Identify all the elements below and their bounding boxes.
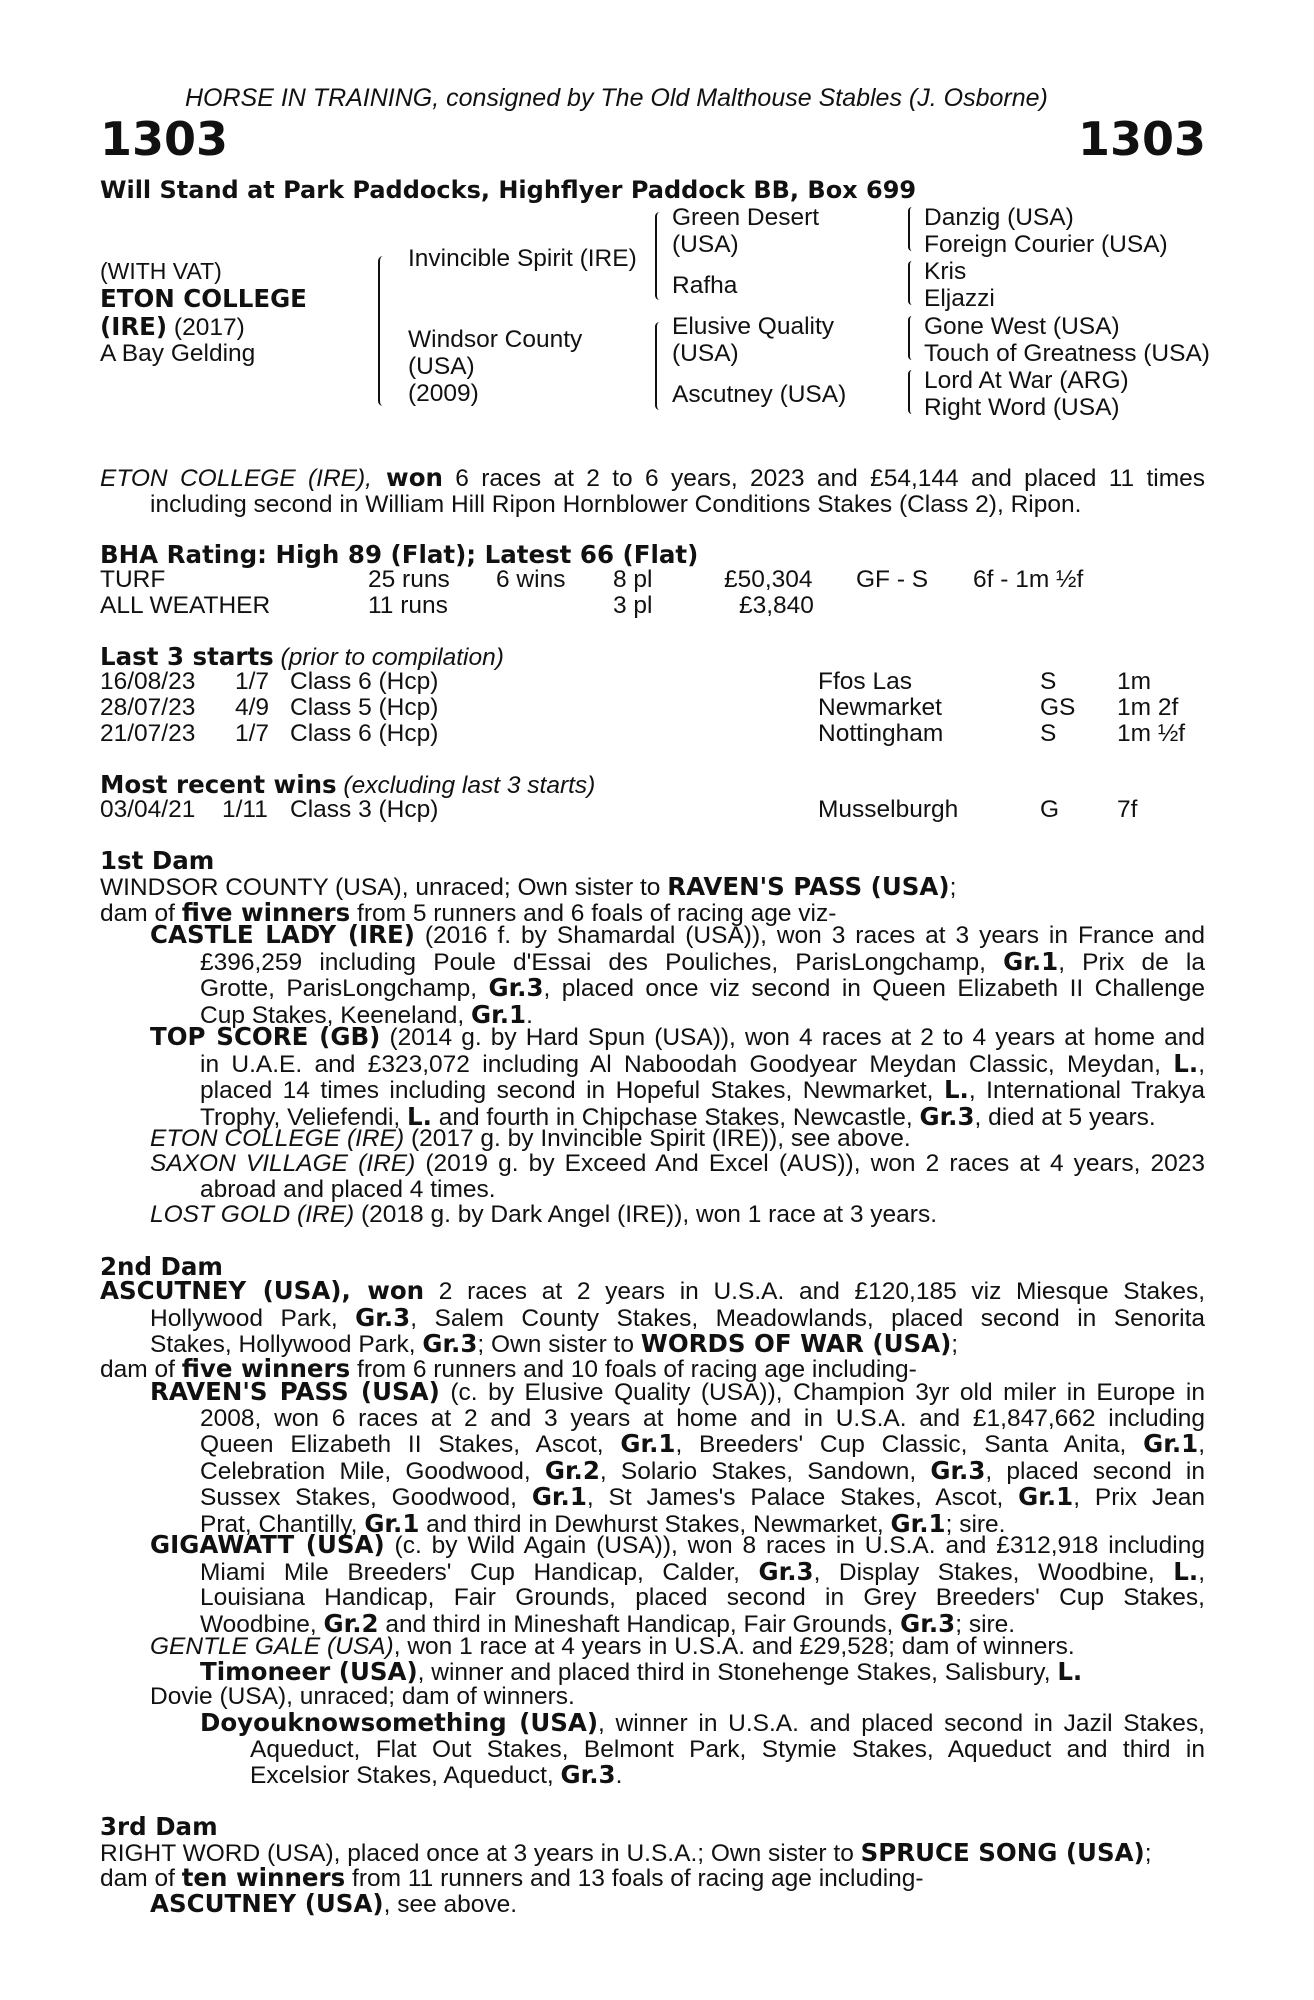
start-date: 21/07/23 [100,720,196,747]
listed-label: L. [1057,1657,1083,1686]
produce-text: Trophy, Veliefendi, [200,1103,408,1131]
listed-label: L. [1173,1556,1199,1586]
produce-text: , won 1 race at 4 years in U.S.A. and £29,528; dam of winners. [393,1633,1075,1660]
pedigree-ssd: Foreign Courier (USA) [924,231,1168,258]
rating-earnings: £3,840 [739,592,814,619]
dam-name: ASCUTNEY (USA), [100,1276,351,1305]
grade-label: Gr.1 [1003,946,1059,976]
dam-of-text: dam of [100,900,182,927]
start-going: S [1040,668,1057,695]
win-race: Class 3 (Hcp) [290,796,439,823]
rating-going: GF - S [856,566,929,593]
summary-horse-name: ETON COLLEGE (IRE), [100,465,372,492]
third-dam-punct: ; [1144,1840,1152,1867]
rating-placed: 3 pl [613,592,653,619]
bha-rating-heading: BHA Rating: High 89 (Flat); Latest 66 (Flat) [100,540,699,569]
dam-of-text: dam of [100,1356,182,1383]
pedigree-dam-sire: Elusive Quality [672,313,835,340]
last-starts-note: (prior to compilation) [273,644,504,671]
produce-name: CASTLE LADY (IRE) [150,920,415,949]
pedigree-dam-brace [655,322,664,410]
produce-name: RAVEN'S PASS (USA) [150,1377,440,1406]
pedigree-dsd: Touch of Greatness (USA) [924,340,1210,367]
produce-text: Cup Stakes, Keeneland, [200,1001,472,1029]
produce-eton-college [150,1126,1205,1152]
pedigree-sds: Kris [924,258,967,285]
produce-text: Excelsior Stakes, Aqueduct, [250,1762,561,1789]
pedigree-sire-brace [655,212,664,300]
grade-label: Gr.3 [930,1455,986,1485]
produce-text: , placed second in [985,1457,1206,1485]
pedigree-dam-year: (2009) [408,380,479,407]
first-dam-heading: 1st Dam [100,846,215,875]
grade-label: Gr.1 [1143,1429,1199,1458]
produce-text: Grotte, ParisLongchamp, [200,975,489,1002]
start-date: 28/07/23 [100,694,196,721]
second-dam-intro [100,1278,1205,1358]
start-course: Nottingham [818,720,944,747]
grade-label: Gr.3 [758,1556,814,1586]
dam-of-rest: from 11 runners and 13 foals of racing age including- [345,1865,924,1892]
start-distance: 1m ½f [1117,720,1186,747]
dam-of-rest: from 5 runners and 6 foals of racing age viz- [350,900,837,927]
grade-label: Gr.3 [422,1329,478,1358]
dam-text: ; Own sister to [477,1331,641,1358]
rating-runs: 25 runs [368,566,450,593]
pedigree-sdd: Eljazzi [924,285,995,312]
start-race: Class 6 (Hcp) [290,668,439,695]
pedigree-sire-sire-country: (USA) [672,231,739,258]
listed-label: L. [1173,1048,1199,1078]
produce-castle-lady [150,922,1205,1028]
produce-lost-gold [150,1202,1205,1228]
grade-label: Gr.1 [471,999,527,1029]
pedigree-dam-name: Windsor County [408,326,583,353]
second-dam-heading: 2nd Dam [100,1252,223,1281]
won-label: won [350,1276,425,1305]
third-dam-produce-ascutney [150,1889,517,1919]
recent-wins-title: Most recent wins [100,770,337,799]
produce-text: Prat, Chantilly, [200,1510,365,1538]
winners-count: five winners [181,1354,351,1383]
produce-name: ETON COLLEGE (IRE) [150,1125,405,1152]
race-summary [100,465,1205,517]
grade-label: Gr.2 [323,1608,379,1638]
produce-text: , St James's Palace Stakes, Ascot, [586,1484,1019,1511]
grade-label: Gr.3 [560,1760,616,1789]
third-dam-heading: 3rd Dam [100,1812,218,1841]
produce-doyouknowsomething [200,1710,1205,1789]
win-date: 03/04/21 [100,796,196,823]
pedigree-sire-sire: Green Desert [672,204,820,231]
last-starts-title: Last 3 starts [100,642,274,671]
summary-won: won [372,463,443,492]
pedigree-ddd: Right Word (USA) [924,394,1120,421]
dam-text: Hollywood Park, [150,1304,356,1332]
grade-label: Gr.3 [900,1608,956,1638]
grade-label: Gr.3 [488,973,544,1002]
produce-text: Celebration Mile, Goodwood, [200,1457,545,1485]
dam-sister: WORDS OF WAR (USA) [640,1329,952,1358]
start-position: 1/7 [235,720,270,747]
win-position: 1/11 [222,796,268,823]
win-distance: 7f [1117,796,1138,823]
pedigree-brace [378,256,388,406]
produce-text: (2014 g. by Hard Spun (USA)), won 4 races at 2 to 4 years at home and [380,1024,1205,1051]
start-course: Newmarket [818,694,942,721]
produce-text: , Solario Stakes, Sandown, [599,1457,931,1485]
produce-text: abroad and placed 4 times. [200,1175,496,1203]
rating-wins: 6 wins [496,566,566,593]
rating-distance: 6f - 1m ½f [973,566,1084,593]
produce-text: (2017 g. by Invincible Spirit (IRE)), see above. [404,1125,911,1152]
produce-gigawatt [150,1532,1205,1637]
produce-saxon-village [150,1151,1205,1202]
produce-text: , Prix Jean [1073,1484,1205,1511]
produce-text: (2019 g. by Exceed And Excel (AUS)), won 2 races at 4 years, 2023 [415,1150,1205,1177]
start-course: Ffos Las [818,668,912,695]
produce-text: , [1198,1050,1205,1078]
start-distance: 1m 2f [1117,694,1179,721]
produce-text: , [1198,1431,1205,1458]
rating-earnings: £50,304 [724,566,813,593]
pedigree-dam-country: (USA) [408,353,475,380]
dam-text: , Salem County Stakes, Meadowlands, placed second in Senorita [410,1304,1205,1332]
produce-text: Miami Mile Breeders' Cup Handicap, Calder, [200,1558,759,1586]
first-dam-sister: RAVEN'S PASS (USA) [667,872,950,901]
pedigree-ss-brace [908,207,916,251]
produce-text: ; sire. [945,1510,1006,1538]
produce-text: , see above. [383,1891,518,1918]
dam-of-rest: from 6 runners and 10 foals of racing age including- [350,1356,917,1383]
produce-text: Louisiana Handicap, Fair Grounds, placed second in Grey Breeders' Cup Stakes, [200,1584,1205,1611]
consignment-line: HORSE IN TRAINING, consigned by The Old Malthouse Stables (J. Osborne) [185,84,1048,112]
produce-text: in U.A.E. and £323,072 including Al Naboodah Goodyear Meydan Classic, Meydan, [200,1050,1174,1078]
produce-name: Timoneer (USA) [200,1657,418,1686]
produce-text: 2008, won 6 races at 2 and 3 years at home and in U.S.A. and £1,847,662 including [200,1404,1205,1432]
win-course: Musselburgh [818,796,959,823]
horse-description: A Bay Gelding [100,340,256,367]
grade-label: Gr.3 [919,1101,975,1131]
produce-text: , Prix de la [1058,948,1205,976]
produce-text: placed 14 times including second in Hopeful Stakes, Newmarket, [200,1077,944,1104]
produce-text: Queen Elizabeth II Stakes, Ascot, [200,1431,621,1458]
produce-text: and third in Dewhurst Stakes, Newmarket, [419,1510,891,1538]
grade-label: Gr.1 [531,1482,587,1511]
produce-text: (2016 f. by Shamardal (USA)), won 3 races at 3 years in France and [414,922,1206,949]
summary-text: 6 races at 2 to 6 years, 2023 and £54,144 and placed 11 times [442,465,1206,492]
produce-text: ; sire. [955,1610,1016,1638]
pedigree-sire: Invincible Spirit (IRE) [408,245,637,272]
rating-runs: 11 runs [368,592,448,619]
start-position: 4/9 [235,694,270,721]
pedigree-dam-dam: Ascutney (USA) [672,381,847,408]
produce-dovie [150,1684,1205,1710]
first-dam-punct: ; [949,874,957,901]
produce-text: Aqueduct, Flat Out Stakes, Belmont Park, Stymie Stakes, Aqueduct and third in [250,1735,1205,1763]
produce-text: Woodbine, [200,1610,324,1638]
winners-count: ten winners [181,1863,346,1892]
grade-label: Gr.2 [544,1455,600,1485]
produce-text: , died at 5 years. [974,1103,1156,1131]
produce-text: , winner and placed third in Stonehenge Stakes, Salisbury, [417,1659,1058,1686]
start-going: S [1040,720,1057,747]
produce-text: £396,259 including Poule d'Essai des Pouliches, ParisLongchamp, [200,948,1004,976]
pedigree-sire-dam: Rafha [672,272,738,299]
dam-text: 2 races at 2 years in U.S.A. and £120,185 viz Miesque Stakes, [424,1278,1206,1305]
produce-text: , Display Stakes, Woodbine, [813,1558,1174,1586]
grade-label: Gr.3 [355,1302,411,1332]
lot-number-right: 1303 [1077,112,1206,166]
horse-country: (IRE) [100,312,168,341]
start-race: Class 6 (Hcp) [290,720,439,747]
summary-text-2: including second in William Hill Ripon Hornblower Conditions Stakes (Class 2), Ripon. [150,490,1082,518]
lot-number-left: 1303 [100,112,229,166]
start-date: 16/08/23 [100,668,196,695]
produce-text: , placed once viz second in Queen Elizabeth II Challenge [543,975,1205,1002]
dam-of-text: dam of [100,1865,182,1892]
produce-text: and fourth in Chipchase Stakes, Newcastle, [431,1103,920,1131]
third-dam-text: RIGHT WORD (USA), placed once at 3 years in U.S.A.; Own sister to [100,1840,861,1867]
dam-text: Stakes, Hollywood Park, [150,1331,423,1358]
rating-surface: ALL WEATHER [100,592,271,619]
pedigree-sss: Danzig (USA) [924,204,1074,231]
produce-text: and third in Mineshaft Handicap, Fair Grounds, [378,1610,901,1638]
horse-year: (2017) [167,314,245,341]
pedigree-dam-sire-country: (USA) [672,340,739,367]
pedigree-ds-brace [908,316,916,360]
produce-text: (c. by Elusive Quality (USA)), Champion 3yr old miler in Europe in [439,1379,1205,1406]
produce-name: GIGAWATT (USA) [150,1530,385,1559]
stand-location: Will Stand at Park Paddocks, Highflyer Paddock BB, Box 699 [100,176,917,204]
pedigree-dd-brace [908,370,916,414]
win-going: G [1040,796,1060,823]
produce-text: (c. by Wild Again (USA)), won 8 races in U.S.A. and £312,918 including [384,1532,1205,1559]
rating-placed: 8 pl [613,566,653,593]
produce-name: Doyouknowsomething (USA) [200,1708,599,1737]
grade-label: Gr.1 [364,1508,420,1538]
grade-label: Gr.1 [1018,1482,1074,1511]
grade-label: Gr.1 [620,1429,676,1458]
produce-name: LOST GOLD (IRE) [150,1201,355,1228]
produce-text: . [526,1001,533,1029]
vat-note: (WITH VAT) [100,258,222,284]
pedigree-dds: Lord At War (ARG) [924,367,1129,394]
produce-text: , winner in U.S.A. and placed second in Jazil Stakes, [598,1710,1205,1737]
horse-name: ETON COLLEGE [100,284,307,313]
produce-name: ASCUTNEY (USA) [150,1889,384,1918]
start-going: GS [1040,694,1076,721]
winners-count: five winners [181,898,351,927]
pedigree-dss: Gone West (USA) [924,313,1120,340]
produce-timoneer [200,1659,1205,1686]
produce-text: Dovie (USA), unraced; dam of winners. [150,1683,575,1710]
produce-ravens-pass [150,1379,1205,1537]
produce-text: , [1198,1558,1205,1586]
horse-origin-year [100,312,245,342]
produce-text: , Breeders' Cup Classic, Santa Anita, [675,1431,1144,1458]
first-dam-text: WINDSOR COUNTY (USA), unraced; Own sister to [100,874,668,901]
grade-label: Gr.1 [890,1508,946,1538]
start-distance: 1m [1117,668,1152,695]
dam-text: ; [951,1331,959,1358]
produce-gentle-gale [150,1634,1205,1660]
produce-name: GENTLE GALE (USA) [150,1633,394,1660]
produce-text: , International Trakya [968,1077,1205,1104]
listed-label: L. [943,1075,969,1104]
produce-name: SAXON VILLAGE (IRE) [150,1150,416,1177]
recent-wins-note: (excluding last 3 starts) [336,772,596,799]
start-race: Class 5 (Hcp) [290,694,439,721]
produce-name: TOP SCORE (GB) [150,1022,381,1051]
listed-label: L. [407,1101,432,1131]
rating-surface: TURF [100,566,166,593]
third-dam-sister: SPRUCE SONG (USA) [860,1838,1145,1867]
produce-text: Sussex Stakes, Goodwood, [200,1484,532,1511]
produce-text: . [615,1762,623,1789]
produce-text: (2018 g. by Dark Angel (IRE)), won 1 race at 3 years. [354,1201,938,1228]
pedigree-sd-brace [908,261,916,305]
produce-top-score [150,1024,1205,1130]
start-position: 1/7 [235,668,270,695]
